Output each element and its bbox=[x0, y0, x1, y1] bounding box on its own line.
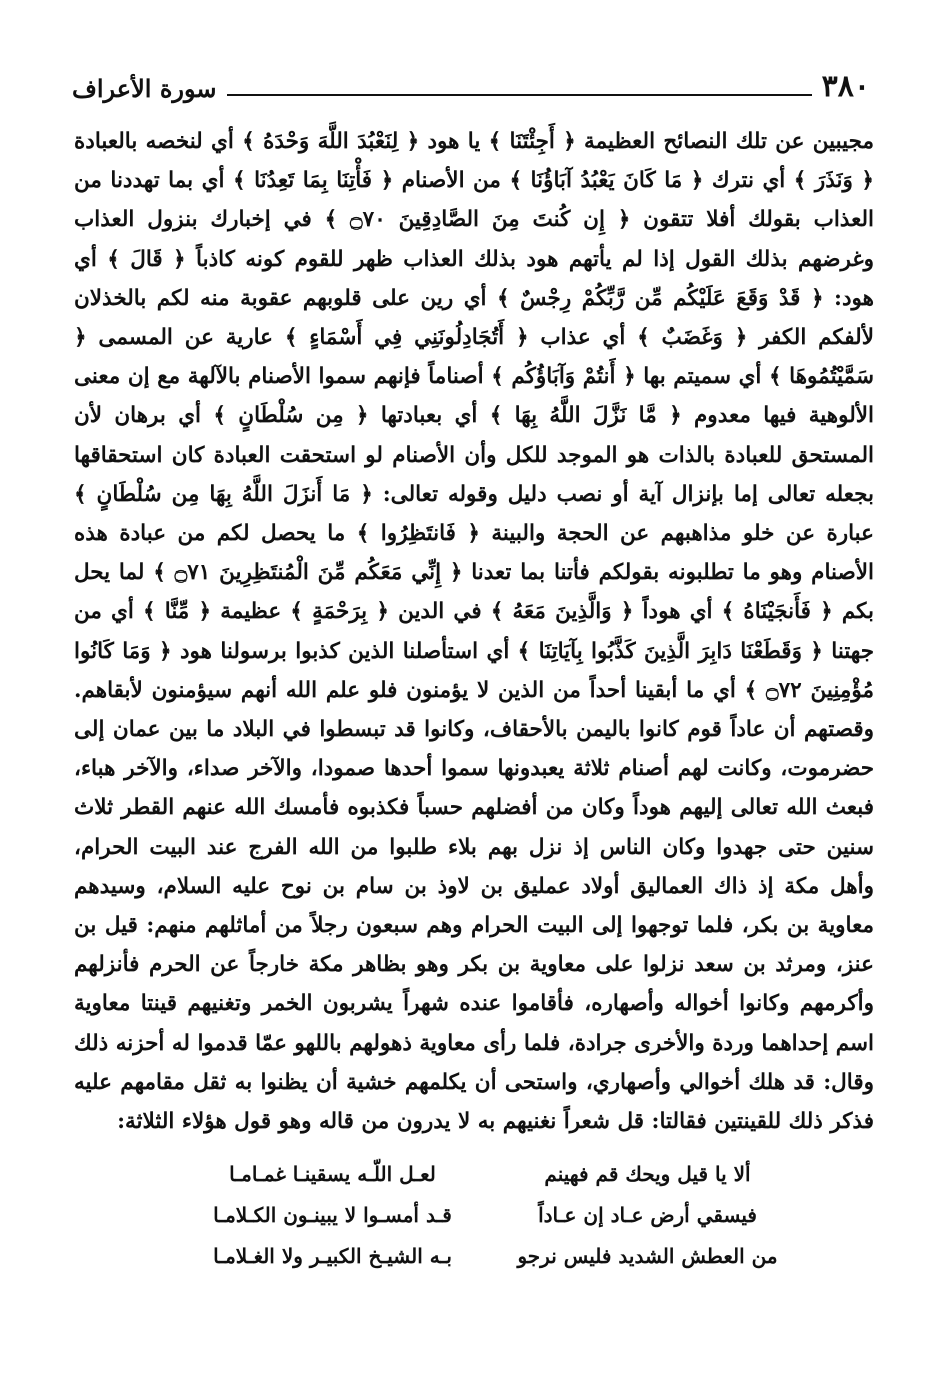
commentary-body bbox=[74, 122, 874, 1141]
poem-verse-3-first-hemistich: من العطش الشديد فليس نرجو bbox=[517, 1244, 778, 1268]
poem-verse-1-second-hemistich: لعـل اللّـه يسقينـا غمـامـا bbox=[229, 1162, 436, 1186]
poem-verse-1 bbox=[200, 1154, 780, 1195]
commentary-paragraph: مجيبين عن تلك النصائح العظيمة ﴿ أَجِئْتَنَا ﴾ يا هود ﴿ لِنَعْبُدَ اللَّهَ وَحْدَهُ ﴾ أي لنخصه بالعبادة ﴿ وَنَذَرَ ﴾ أي نترك ﴿ مَا كَانَ يَعْبُدُ آبَاؤُنَا ﴾ من الأصنام ﴿ فَأْتِنَا بِمَا تَعِدُنَا ﴾ أي بما تهددنا من العذاب بقولك أفلا تتقون ﴿ إِن كُنتَ مِنَ الصَّادِقِينَ ۝٧٠ ﴾ في إخبارك بنزول العذاب وغرضهم بذلك القول إذا لم يأتهم هود بذلك العذاب ظهر للقوم كونه كاذباً ﴿ قَالَ ﴾ أي هود: ﴿ قَدْ وَقَعَ عَلَيْكُم مِّن رَّبِّكُمْ رِجْسٌ ﴾ أي رين على قلوبهم عقوبة منه لكم بالخذلان لألفكم الكفر ﴿ وَغَضَبٌ ﴾ أي عذاب ﴿ أَتُجَادِلُونَنِي فِي أَسْمَاءٍ ﴾ عارية عن المسمى ﴿ سَمَّيْتُمُوهَا ﴾ أي سميتم بها ﴿ أَنتُمْ وَآبَاؤُكُم ﴾ أصناماً فإنهم سموا الأصنام بالآلهة مع إن معنى الألوهية فيها معدوم ﴿ مَّا نَزَّلَ اللَّهُ بِهَا ﴾ أي بعبادتها ﴿ مِن سُلْطَانٍ ﴾ أي برهان لأن المستحق للعبادة بالذات هو الموجد للكل وأن الأصنام لو استحقت العبادة كان استحقاقها بجعله تعالى إما بإنزال آية أو نصب دليل وقوله تعالى: ﴿ مَا أَنزَلَ اللَّهُ بِهَا مِن سُلْطَانٍ ﴾ عبارة عن خلو مذاهبهم عن الحجة والبينة ﴿ فَانتَظِرُوا ﴾ ما يحصل لكم من عبادة هذه الأصنام وهو ما تطلبونه بقولكم فأتنا بما تعدنا ﴿ إِنِّي مَعَكُم مِّنَ الْمُنتَظِرِينَ ۝٧١ ﴾ لما يحل بكم ﴿ فَأَنجَيْنَاهُ ﴾ أي هوداً ﴿ وَالَّذِينَ مَعَهُ ﴾ في الدين ﴿ بِرَحْمَةٍ ﴾ عظيمة ﴿ مِّنَّا ﴾ أي من جهتنا ﴿ وَقَطَعْنَا دَابِرَ الَّذِينَ كَذَّبُوا بِآيَاتِنَا ﴾ أي استأصلنا الذين كذبوا برسولنا هود ﴿ وَمَا كَانُوا مُؤْمِنِينَ ۝٧٢ ﴾ أي ما أبقينا أحداً من الذين لا يؤمنون فلو علم الله أنهم سيؤمنون لأبقاهم. وقصتهم أن عاداً قوم كانوا باليمن بالأحقاف، وكانوا قد تبسطوا في البلاد ما بين عمان إلى حضرموت، وكانت لهم أصنام ثلاثة يعبدونها سموا أحدها صمودا، والآخر صداء، والآخر هباء، فبعث الله تعالى إليهم هوداً وكان من أفضلهم حسباً فكذبوه فأمسك الله عنهم القطر ثلاث سنين حتى جهدوا وكان الناس إذ نزل بهم بلاء طلبوا من الله الفرج عند البيت الحرام، وأهل مكة إذ ذاك العماليق أولاد عمليق بن لاوذ بن سام بن نوح عليه السلام، وسيدهم معاوية بن بكر، فلما توجهوا إلى البيت الحرام وهم سبعون رجلاً من أماثلهم منهم: قيل بن عنز، ومرثد بن سعد نزلوا على معاوية بن بكر وهو بظاهر مكة خارجاً عن الحرم فأنزلهم وأكرمهم وكانوا أخواله وأصهاره، فأقاموا عنده شهراً يشربون الخمر وتغنيهم قينتا معاوية اسم إحداهما وردة والأخرى جرادة، فلما رأى معاوية ذهولهم باللهو عمّا قدموا له أحزنه ذلك وقال: قد هلك أخوالي وأصهاري، واستحى أن يكلمهم خشية أن يظنوا به ثقل مقامهم عليه فذكر ذلك للقينتين فقالتا: قل شعراً نغنيهم به لا يدرون من قاله وهو قول هؤلاء الثلاثة: bbox=[74, 129, 874, 1135]
page-header bbox=[72, 64, 870, 104]
surah-title: سورة الأعراف bbox=[72, 74, 217, 103]
header-rule bbox=[227, 94, 812, 96]
poem-verse-2 bbox=[200, 1195, 780, 1236]
poem-verse-2-first-hemistich: فيسقي أرض عـاد إن عـاداً bbox=[538, 1203, 757, 1227]
poem-verse-3 bbox=[200, 1236, 780, 1277]
poem-verse-3-second-hemistich: بـه الشيـخ الكبيـر ولا الغـلامـا bbox=[213, 1244, 452, 1268]
page-number: ٣٨٠ bbox=[821, 69, 870, 104]
poem-verse-2-second-hemistich: قـد أمسـوا لا يبينـون الكـلامـا bbox=[213, 1203, 452, 1227]
poem-verse-1-first-hemistich: ألا يا قيل ويحك قم فهينم bbox=[544, 1162, 751, 1186]
poem bbox=[200, 1154, 780, 1277]
